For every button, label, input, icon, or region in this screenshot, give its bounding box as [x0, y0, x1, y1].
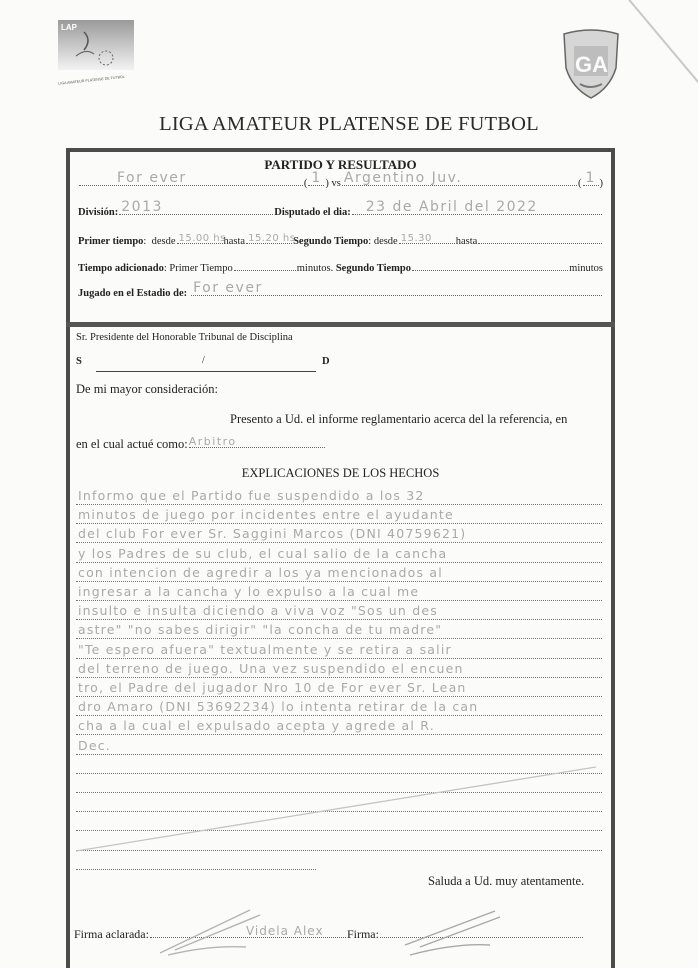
printed-name-label: Firma aclarada: — [74, 927, 149, 941]
section-divider — [66, 322, 615, 327]
explanation-line-text: Dec. — [78, 737, 111, 753]
added-time-label: Tiempo adicionado — [78, 263, 164, 274]
role-field[interactable] — [188, 435, 325, 448]
first-half-from-value: 15.00 hs — [178, 233, 226, 244]
home-score-field[interactable] — [308, 170, 324, 186]
division-field[interactable] — [119, 199, 273, 215]
explanation-line-text: minutos de juego por incidentes entre el ayudante — [78, 507, 454, 523]
date-field[interactable] — [352, 199, 602, 215]
intro-text: Presento a Ud. el informe reglamentario acerca del la referencia, en — [230, 412, 568, 426]
second-half-from-label: desde — [373, 236, 398, 247]
explanation-line[interactable] — [76, 603, 602, 620]
explanation-line[interactable] — [76, 546, 602, 563]
club-crest — [560, 28, 622, 100]
explanation-line-text: dro Amaro (DNI 53692234) lo intenta retirar de la can — [78, 699, 479, 715]
printed-name-value: Videla Alex — [245, 924, 324, 938]
club-crest-text: GA — [575, 52, 608, 77]
added-second-label: Segundo Tiempo — [335, 263, 412, 274]
league-logo-text: LIGA AMATEUR PLATENSE DE FUTBOL — [58, 74, 126, 86]
explanation-line-text: cha a la cual el expulsado acepta y agrede al R. — [78, 718, 435, 734]
second-half-from-value: 15.30 — [400, 233, 432, 244]
sd-line — [96, 371, 316, 372]
explanation-line[interactable] — [76, 584, 602, 601]
first-half-to-field[interactable] — [246, 233, 296, 244]
explanation-line[interactable] — [76, 526, 602, 543]
explanation-line[interactable] — [76, 718, 602, 735]
greeting: De mi mayor consideración: — [76, 382, 218, 396]
league-logo-abbr: LAP — [61, 23, 77, 32]
stadium-value: For ever — [193, 280, 263, 296]
strikethrough-line — [76, 765, 606, 855]
second-half-to-field[interactable] — [478, 243, 602, 244]
explanation-line[interactable] — [76, 738, 602, 755]
added-first-minutes-label: minutos — [296, 263, 331, 274]
first-half-label: Primer tiempo — [78, 236, 144, 247]
explanation-line-text: tro, el Padre del jugador Nro 10 de For ever Sr. Lean — [78, 680, 467, 695]
closing: Saluda a Ud. muy atentamente. — [428, 874, 585, 888]
added-time-row: Tiempo adicionado : Primer Tiempo minutos . Segundo Tiempo minutos — [78, 263, 603, 274]
added-first-field[interactable] — [234, 270, 296, 271]
date-value: 23 de Abril del 2022 — [365, 199, 538, 215]
sd-slash: / — [202, 355, 205, 366]
added-second-minutes-label: minutos — [569, 263, 603, 274]
printed-name-scribble — [150, 905, 270, 958]
first-half-from-label: desde — [151, 236, 176, 247]
explanation-line[interactable] — [76, 642, 602, 659]
away-team-field[interactable] — [342, 170, 577, 186]
home-team-field[interactable] — [79, 170, 303, 186]
signature-scribble — [400, 905, 510, 958]
league-logo — [54, 18, 138, 86]
second-half-from-field[interactable] — [399, 233, 455, 244]
division-value: 2013 — [121, 199, 163, 215]
role-value: Arbitro — [188, 435, 237, 448]
role-label: en el cual actué como: — [76, 437, 188, 451]
explanation-line-text: del club For ever Sr. Saggini Marcos (DNI 40759621) — [78, 526, 467, 542]
explanation-line[interactable] — [76, 699, 602, 716]
role-row — [76, 437, 326, 452]
explanation-line-text: ingresar a la cancha y lo expulso a la cual me — [78, 584, 420, 599]
division-label: División: — [78, 207, 119, 218]
stadium-row — [78, 280, 603, 299]
times-row: Primer tiempo : desde 15.00 hs hasta 15.20 hs Segundo Tiempo : desde 15.30 hasta — [78, 236, 603, 247]
first-half-to-value: 15.20 hs — [248, 233, 296, 244]
stadium-field[interactable] — [191, 280, 602, 296]
teams-row: For ever ( 1 ) vs Argentino Juv. ( 1 ) — [78, 178, 603, 189]
first-half-from-field[interactable] — [177, 233, 226, 244]
match-section-title: PARTIDO Y RESULTADO — [264, 157, 417, 172]
page-title: LIGA AMATEUR PLATENSE DE FUTBOL — [159, 113, 539, 135]
explanation-line-text: del terreno de juego. Una vez suspendido el encuen — [78, 660, 464, 676]
explanation-line-text: y los Padres de su club, el cual salio de la cancha — [78, 545, 448, 561]
home-score-value: 1 — [311, 170, 322, 186]
explanation-line-text: Informo que el Partido fue suspendido a los 32 — [78, 488, 425, 503]
explanation-line[interactable] — [76, 622, 602, 639]
s-label: S — [76, 356, 82, 367]
stadium-label: Jugado en el Estadio de: — [78, 288, 188, 299]
vs-label: vs — [331, 178, 341, 189]
addressee: Sr. Presidente del Honorable Tribunal de Disciplina — [76, 332, 293, 343]
away-score-value: 1 — [585, 170, 596, 186]
added-second-field[interactable] — [412, 270, 568, 271]
d-label: D — [322, 356, 330, 367]
date-label: Disputado el dia: — [274, 207, 351, 218]
explanation-line-text: con intencion de agredir a los ya mencionados al — [78, 564, 443, 580]
added-first-label: Primer Tiempo — [169, 263, 233, 274]
explanations-title: EXPLICACIONES DE LOS HECHOS — [241, 466, 440, 480]
explanation-line-text: insulto e insulta diciendo a viva voz "Sos un des — [78, 603, 438, 619]
away-team-value: Argentino Juv. — [343, 170, 463, 186]
explanation-line[interactable] — [76, 565, 602, 582]
away-score-field[interactable] — [583, 170, 599, 186]
second-half-to-label: hasta — [455, 236, 478, 247]
second-half-label: Segundo Tiempo — [293, 236, 369, 247]
explanation-line[interactable] — [76, 661, 602, 678]
explanation-line-text: "Te espero afuera" textualmente y se retira a salir — [78, 641, 452, 657]
paper-fold-line — [628, 0, 698, 100]
home-team-value: For ever — [117, 170, 187, 186]
explanation-line[interactable] — [76, 488, 602, 505]
first-half-to-label: hasta — [223, 236, 246, 247]
explanation-line-text: astre" "no sabes dirigir" "la concha de tu madre" — [78, 622, 443, 638]
explanation-line[interactable] — [76, 507, 602, 524]
explanation-line[interactable] — [76, 680, 602, 697]
division-row — [78, 199, 603, 218]
signature-label: Firma: — [346, 927, 379, 941]
explanation-line[interactable] — [76, 853, 316, 870]
